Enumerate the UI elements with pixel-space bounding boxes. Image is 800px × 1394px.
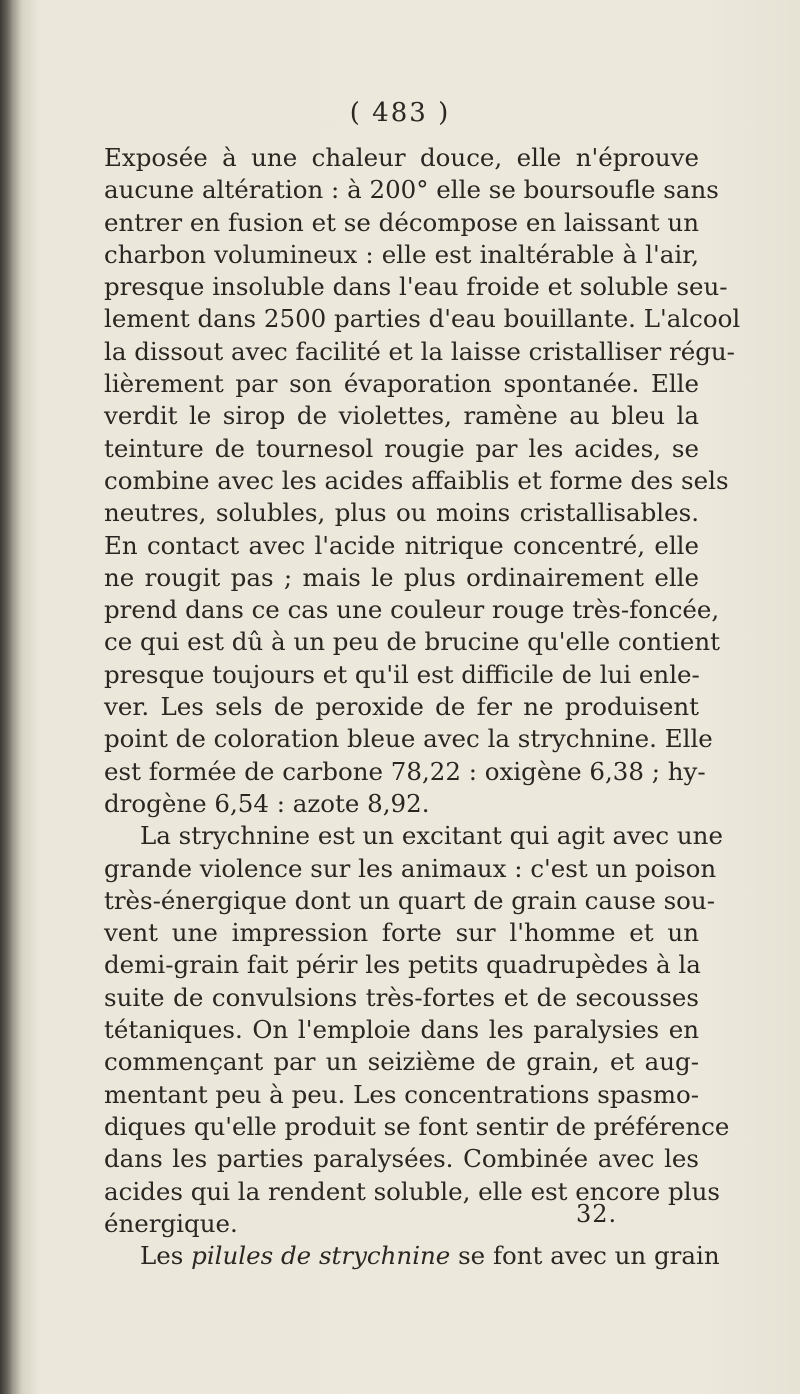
text-line: très-énergique dont un quart de grain cause sou- <box>104 885 715 915</box>
text-line: aucune altération : à 200° elle se boursoufle sans <box>104 175 719 205</box>
text-line: lement dans 2500 parties d'eau bouillante. L'alcool <box>104 304 741 334</box>
text-line: ce qui est dû à un peu de brucine qu'elle contient <box>104 627 721 657</box>
text-line: Exposée à une chaleur douce, elle n'éprouve <box>104 143 699 172</box>
text-line: la dissout avec facilité et la laisse cristalliser régu- <box>104 336 735 366</box>
italic-term: pilules de strychnine <box>191 1241 451 1271</box>
text-line: presque toujours et qu'il est difficile de lui enle- <box>104 659 700 689</box>
text-line: mentant peu à peu. Les concentrations spasmo- <box>104 1079 699 1109</box>
text-line: dans les parties paralysées. Combinée avec les <box>104 1144 699 1174</box>
text-line: tétaniques. On l'emploie dans les paralysies en <box>104 1015 699 1045</box>
book-spine-shadow <box>0 0 14 1394</box>
page-number-header: ( 483 ) <box>349 98 451 128</box>
text-line: ver. Les sels de peroxide de fer ne produisent <box>104 692 699 722</box>
text-line: vent une impression forte sur l'homme et un <box>104 918 699 948</box>
text-line: entrer en fusion et se décompose en laissant un <box>104 207 699 237</box>
text-line: est formée de carbone 78,22 : oxigène 6,38 ; hy- <box>104 756 706 786</box>
signature-mark: 32. <box>576 1200 618 1228</box>
text-line: acides qui la rendent soluble, elle est encore plus <box>104 1176 720 1206</box>
text-line: ne rougit pas ; mais le plus ordinairement elle <box>104 562 699 592</box>
text-line-final <box>104 1240 720 1272</box>
text-suffix: se font avec un grain <box>450 1241 720 1271</box>
body-text <box>104 142 741 1272</box>
text-line: lièrement par son évaporation spontanée. Elle <box>104 369 699 399</box>
text-line: diques qu'elle produit se font sentir de préférence <box>104 1111 730 1141</box>
text-line: presque insoluble dans l'eau froide et soluble seu- <box>104 272 728 302</box>
text-line: neutres, solubles, plus ou moins cristallisables. <box>104 498 699 528</box>
text-line: combine avec les acides affaiblis et forme des sels <box>104 465 729 495</box>
text-line: teinture de tournesol rougie par les acides, se <box>104 433 699 463</box>
text-line: La strychnine est un excitant qui agit avec une <box>140 821 723 851</box>
text-line: énergique. <box>104 1208 238 1238</box>
text-line: grande violence sur les animaux : c'est un poison <box>104 853 717 883</box>
text-line: suite de convulsions très-fortes et de secousses <box>104 982 699 1012</box>
text-line: prend dans ce cas une couleur rouge très-foncée, <box>104 595 720 625</box>
text-line: drogène 6,54 : azote 8,92. <box>104 788 430 818</box>
text-line: verdit le sirop de violettes, ramène au bleu la <box>104 401 699 431</box>
text-prefix: Les <box>140 1241 192 1271</box>
text-line: charbon volumineux : elle est inaltérable à l'air, <box>104 239 699 269</box>
text-line: demi-grain fait périr les petits quadrupèdes à la <box>104 950 701 980</box>
text-line: commençant par un seizième de grain, et aug- <box>104 1047 699 1077</box>
text-line: En contact avec l'acide nitrique concentré, elle <box>104 530 699 560</box>
text-line: point de coloration bleue avec la strychnine. Elle <box>104 724 713 754</box>
